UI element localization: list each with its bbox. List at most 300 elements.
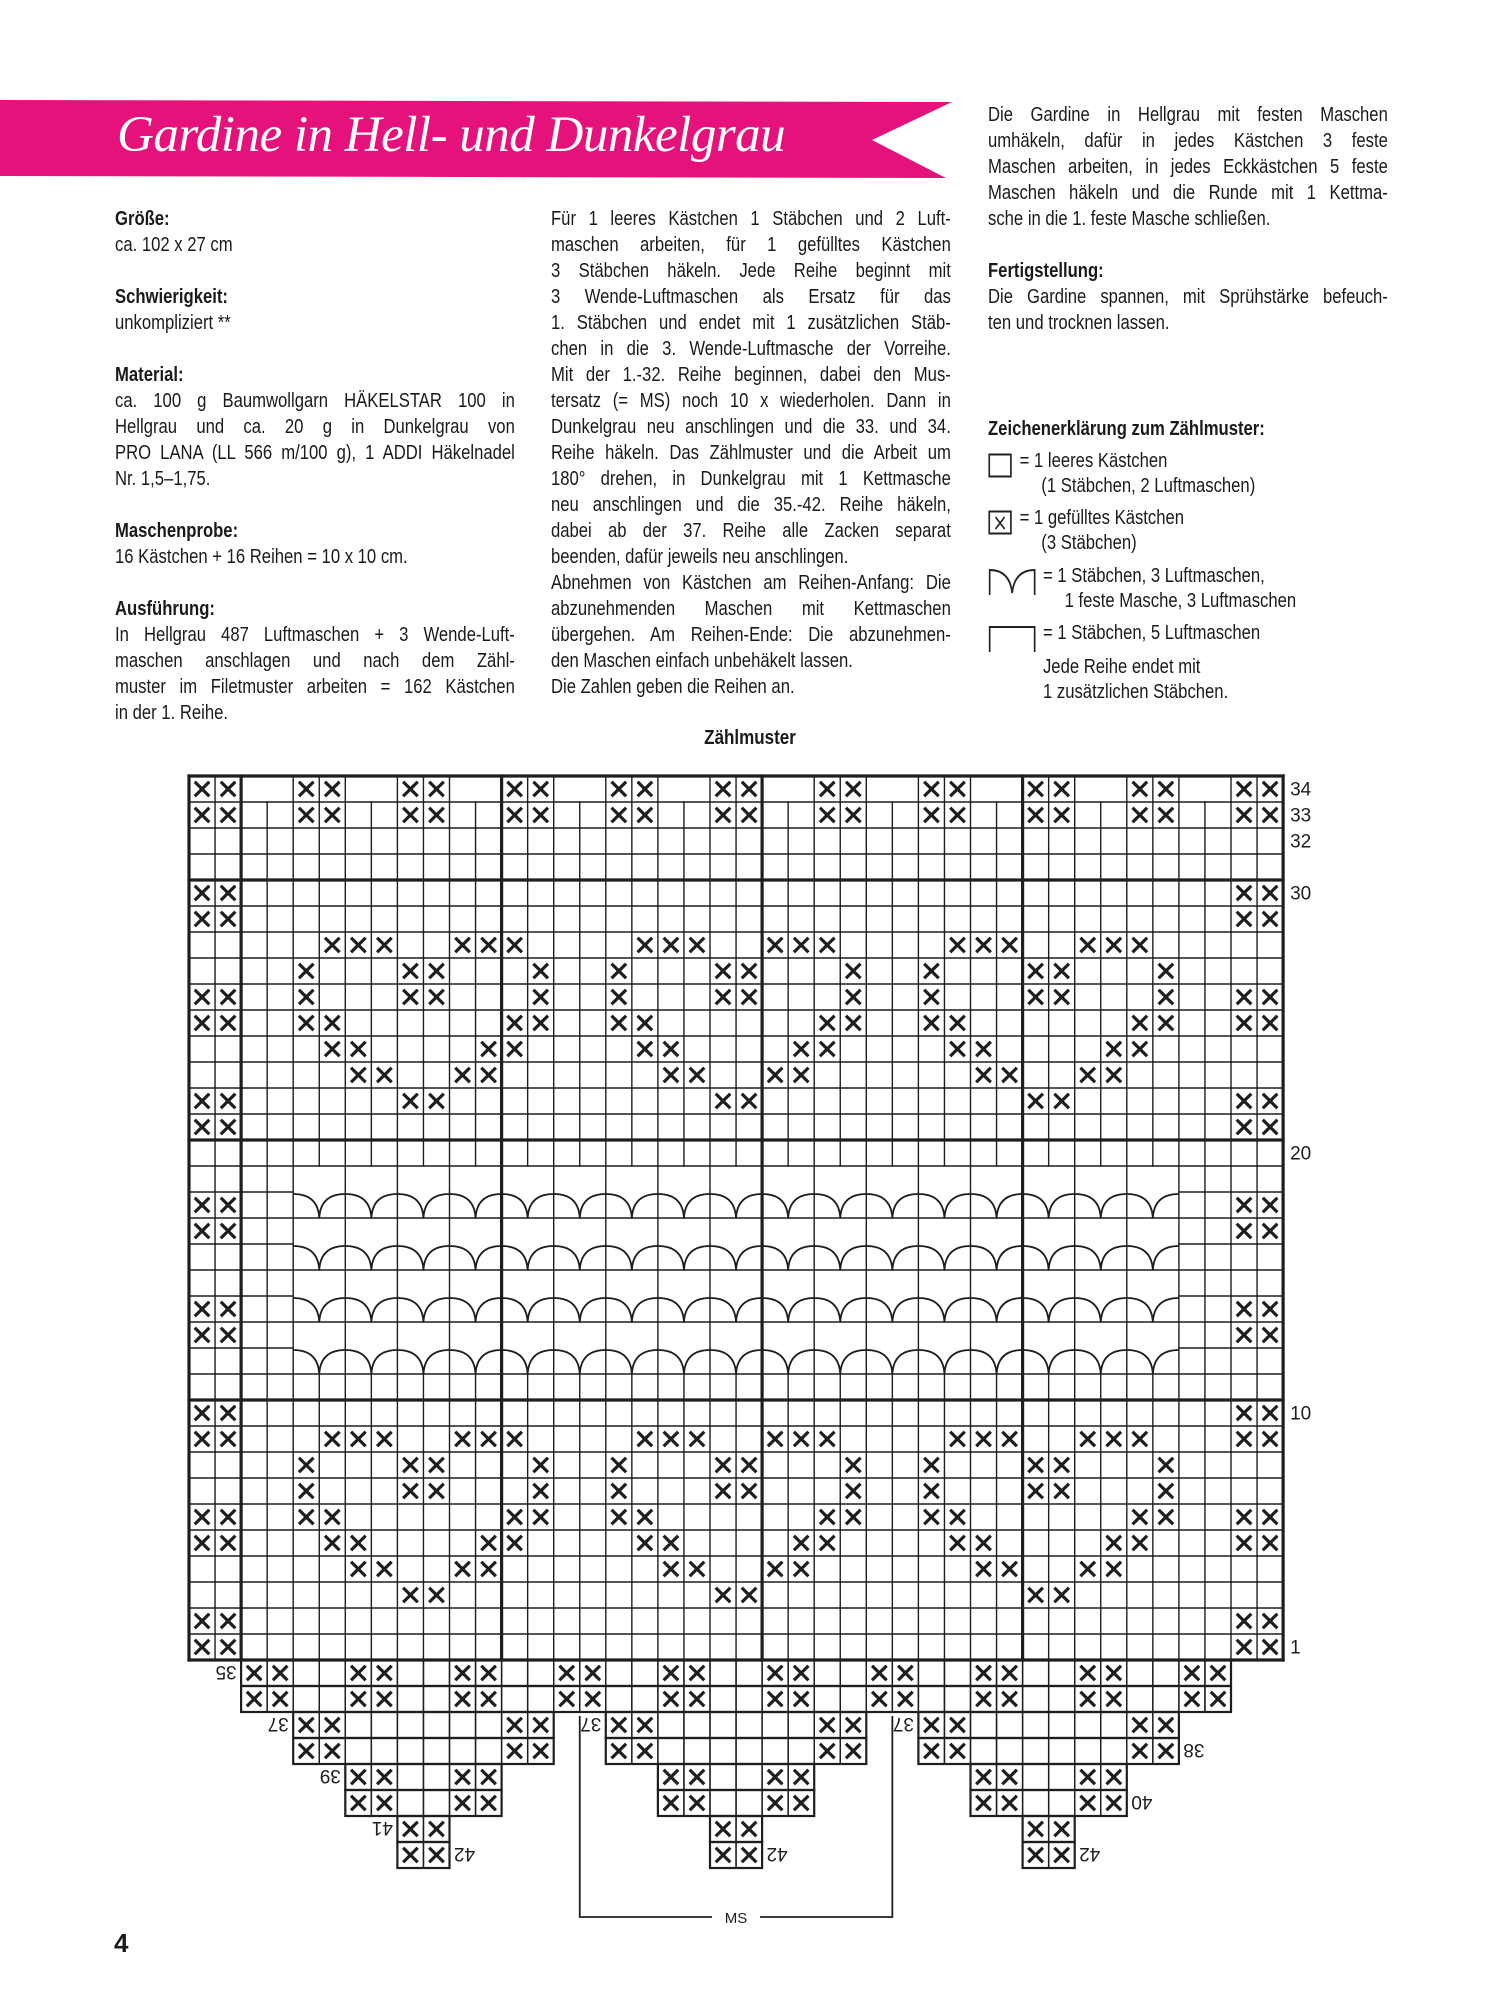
grid-cell [345, 1712, 371, 1738]
cross-mark [195, 1224, 210, 1239]
filled-box [403, 1822, 418, 1837]
filled-box [1263, 1302, 1278, 1317]
cross-mark [612, 1484, 627, 1499]
filled-box [846, 782, 861, 797]
loop-mark [658, 1350, 710, 1374]
filled-box [1133, 1042, 1148, 1057]
filled-box [1159, 990, 1174, 1005]
filled-box [794, 1536, 809, 1551]
loop-mark [450, 1298, 502, 1322]
filled-box [1106, 1536, 1121, 1551]
cross-mark [1237, 808, 1252, 823]
filled-box [820, 1718, 835, 1733]
filled-box [742, 1848, 757, 1863]
filled-box [351, 1770, 366, 1785]
filled-box [924, 782, 939, 797]
filled-box [716, 782, 731, 797]
filled-box [429, 1094, 444, 1109]
cross-mark [299, 1744, 314, 1759]
legend-note-line: Jede Reihe endet mit [1042, 656, 1201, 678]
cross-mark [1263, 1302, 1278, 1317]
filled-box [794, 938, 809, 953]
filled-box [1106, 1432, 1121, 1447]
cross-mark [247, 1692, 262, 1707]
loop-mark [554, 1246, 606, 1270]
cross-mark [794, 1068, 809, 1083]
filled-box [742, 782, 757, 797]
loop-mark [1075, 1350, 1127, 1374]
loop-mark [710, 1298, 762, 1322]
loop-mark [658, 1246, 710, 1270]
text-line: Die Gardine in Hellgrau mit festen Maschen [988, 104, 1388, 126]
filled-box [221, 808, 236, 823]
cross-mark [1028, 1484, 1043, 1499]
filled-box [612, 782, 627, 797]
filled-box [1159, 782, 1174, 797]
filled-box [846, 1484, 861, 1499]
text-line: maschen anschlagen und nach dem Zähl- [115, 650, 515, 672]
loop-mark [450, 1194, 502, 1218]
cross-mark [1159, 1744, 1174, 1759]
loop-mark [918, 1194, 970, 1218]
cross-mark [1028, 1588, 1043, 1603]
cross-mark [1237, 1328, 1252, 1343]
cross-mark [1237, 1510, 1252, 1525]
cross-mark [221, 1406, 236, 1421]
grid-cell [814, 1686, 840, 1712]
cross-mark [1237, 1224, 1252, 1239]
filled-box [846, 1016, 861, 1031]
filled-box [1002, 1432, 1017, 1447]
cross-mark [1263, 1614, 1278, 1629]
filled-box [1159, 964, 1174, 979]
filled-box [846, 1458, 861, 1473]
cross-mark [221, 990, 236, 1005]
cross-mark [716, 1484, 731, 1499]
grid-cell [1049, 1660, 1075, 1686]
cross-mark [1263, 886, 1278, 901]
cross-mark [846, 1744, 861, 1759]
grid-cell [710, 1790, 736, 1816]
filled-box [299, 1744, 314, 1759]
filled-box [351, 1432, 366, 1447]
cross-mark [1159, 964, 1174, 979]
text-line: den Maschen einfach unbehäkelt lassen. [551, 650, 853, 672]
grid-cell [1127, 1686, 1153, 1712]
cross-mark [351, 1666, 366, 1681]
cross-mark [612, 964, 627, 979]
cross-mark [950, 1718, 965, 1733]
filled-box [898, 1692, 913, 1707]
cross-mark [1002, 1666, 1017, 1681]
filled-box [768, 1562, 783, 1577]
cross-mark [507, 1042, 522, 1057]
cross-mark [299, 1484, 314, 1499]
cross-mark [742, 782, 757, 797]
cross-mark [976, 1562, 991, 1577]
cross-mark [195, 1094, 210, 1109]
filled-box [429, 964, 444, 979]
filled-box [1106, 938, 1121, 953]
filled-box [1237, 1302, 1252, 1317]
loop-mark [606, 1298, 658, 1322]
filled-box [820, 808, 835, 823]
filled-box [1054, 782, 1069, 797]
cross-mark [481, 1042, 496, 1057]
cross-mark [481, 1536, 496, 1551]
text-line: maschen arbeiten, für 1 gefülltes Kästchen [551, 234, 951, 256]
cross-mark [507, 1744, 522, 1759]
cross-mark [1080, 1796, 1095, 1811]
filled-box [221, 1198, 236, 1213]
filled-box [1054, 808, 1069, 823]
filled-box [507, 1432, 522, 1447]
filled-box [1237, 1016, 1252, 1031]
cross-mark [507, 782, 522, 797]
loop-mark [293, 1350, 345, 1374]
cross-mark [1133, 938, 1148, 953]
loop-mark [971, 1350, 1023, 1374]
filled-box [377, 1666, 392, 1681]
cross-mark [1106, 1042, 1121, 1057]
cross-mark [1133, 1016, 1148, 1031]
cross-mark [455, 1068, 470, 1083]
filled-box [690, 1666, 705, 1681]
filled-box [1080, 1562, 1095, 1577]
grid-cell [502, 1660, 528, 1686]
cross-mark [846, 782, 861, 797]
filled-box [299, 1458, 314, 1473]
cross-mark [1054, 1094, 1069, 1109]
grid-cell [1101, 1738, 1127, 1764]
legend-label: = 1 gefülltes Kästchen [1019, 507, 1185, 529]
filled-box [221, 1640, 236, 1655]
filled-box [1263, 1120, 1278, 1135]
filled-box [273, 1666, 288, 1681]
filled-box [455, 1432, 470, 1447]
filled-box [195, 912, 210, 927]
cross-mark [403, 782, 418, 797]
grid-cell [736, 1712, 762, 1738]
cross-mark [638, 808, 653, 823]
filled-box [638, 1042, 653, 1057]
legend-sublabel: 1 feste Masche, 3 Luftmaschen [1064, 590, 1297, 612]
filled-box [403, 1848, 418, 1863]
loop-mark [397, 1350, 449, 1374]
loop-mark [345, 1246, 397, 1270]
filled-box [533, 1016, 548, 1031]
cross-mark [507, 1510, 522, 1525]
filled-box [195, 1328, 210, 1343]
cross-mark [481, 1562, 496, 1577]
cross-mark [898, 1666, 913, 1681]
filled-box [533, 1484, 548, 1499]
grid-cell [293, 1660, 319, 1686]
filled-box [455, 1666, 470, 1681]
cross-mark [559, 1666, 574, 1681]
cross-mark [1106, 1666, 1121, 1681]
cross-mark [195, 912, 210, 927]
loop-mark [554, 1350, 606, 1374]
loop-mark [606, 1194, 658, 1218]
filled-box [742, 1588, 757, 1603]
cross-mark [195, 1198, 210, 1213]
cross-mark [820, 1536, 835, 1551]
grid-cell [658, 1738, 684, 1764]
cross-mark [1028, 1458, 1043, 1473]
filled-box [481, 1432, 496, 1447]
row-label-inverted: 37 [892, 1713, 914, 1734]
cross-mark [1211, 1666, 1226, 1681]
filled-box [1133, 1744, 1148, 1759]
filled-box [1106, 1770, 1121, 1785]
filled-box [1106, 1666, 1121, 1681]
filled-box [1237, 1406, 1252, 1421]
cross-mark [1028, 1094, 1043, 1109]
filled-box [1106, 1042, 1121, 1057]
cross-mark [768, 1692, 783, 1707]
filled-box [1080, 1796, 1095, 1811]
cross-mark [403, 1822, 418, 1837]
cross-mark [612, 1510, 627, 1525]
grid-cell [1153, 1686, 1179, 1712]
filled-box [559, 1666, 574, 1681]
cross-mark [1080, 1068, 1095, 1083]
loop-mark [814, 1246, 866, 1270]
cross-mark [403, 1094, 418, 1109]
cross-mark [1133, 1718, 1148, 1733]
filled-box [481, 1796, 496, 1811]
filled-box [429, 1848, 444, 1863]
cross-mark [299, 1510, 314, 1525]
cross-mark [403, 1588, 418, 1603]
loop-mark [866, 1298, 918, 1322]
cross-mark [1106, 1562, 1121, 1577]
filled-box [976, 1770, 991, 1785]
cross-mark [612, 1718, 627, 1733]
cross-mark [742, 1588, 757, 1603]
cross-mark [1028, 1822, 1043, 1837]
cross-mark [507, 1536, 522, 1551]
cross-mark [768, 938, 783, 953]
cross-mark [533, 1718, 548, 1733]
filled-box [195, 1536, 210, 1551]
filled-box [455, 1068, 470, 1083]
cross-mark [924, 1458, 939, 1473]
cross-mark [1133, 782, 1148, 797]
cross-mark [533, 1016, 548, 1031]
filled-box [507, 1510, 522, 1525]
filled-box [794, 1432, 809, 1447]
filled-box [976, 1536, 991, 1551]
filled-box [299, 1484, 314, 1499]
cross-mark [794, 938, 809, 953]
grid-cell [736, 1738, 762, 1764]
cross-mark [950, 1432, 965, 1447]
filled-box [664, 1042, 679, 1057]
filled-box [1028, 964, 1043, 979]
filled-box [846, 964, 861, 979]
cross-mark [403, 990, 418, 1005]
cross-mark [1054, 1458, 1069, 1473]
grid-cell [606, 1686, 632, 1712]
filled-box [1106, 1692, 1121, 1707]
loop-mark [658, 1298, 710, 1322]
filled-box [690, 1770, 705, 1785]
loop-mark [918, 1246, 970, 1270]
text-line: unkompliziert ** [115, 312, 231, 334]
text-line: beenden, dafür jeweils neu anschlingen. [551, 546, 849, 568]
cross-mark [924, 990, 939, 1005]
filled-box [820, 1042, 835, 1057]
cross-mark [638, 1042, 653, 1057]
cross-mark [377, 1068, 392, 1083]
cross-mark [1080, 1692, 1095, 1707]
cross-mark [638, 1718, 653, 1733]
cross-mark [325, 1536, 340, 1551]
cross-mark [533, 808, 548, 823]
loop-mark [554, 1298, 606, 1322]
loop-mark [1023, 1298, 1075, 1322]
filled-box [1263, 1224, 1278, 1239]
cross-mark [429, 990, 444, 1005]
filled-box [455, 938, 470, 953]
loop-mark [397, 1194, 449, 1218]
loop-mark [1127, 1298, 1179, 1322]
cross-mark [585, 1666, 600, 1681]
grid-cell [736, 1660, 762, 1686]
grid-cell [476, 1712, 502, 1738]
filled-box [1028, 1588, 1043, 1603]
cross-mark [612, 990, 627, 1005]
filled-box [403, 1588, 418, 1603]
cross-mark [1133, 1744, 1148, 1759]
cross-mark [1237, 1094, 1252, 1109]
loop-mark [606, 1246, 658, 1270]
cross-mark [794, 1796, 809, 1811]
cross-mark [664, 1432, 679, 1447]
cross-mark [794, 1666, 809, 1681]
cross-mark [507, 1718, 522, 1733]
filled-box [1054, 1848, 1069, 1863]
cross-mark [950, 1744, 965, 1759]
grid-cell [423, 1764, 449, 1790]
filled-box [924, 964, 939, 979]
grid-cell [997, 1738, 1023, 1764]
cross-mark [612, 808, 627, 823]
cross-mark [820, 808, 835, 823]
cross-mark [742, 1458, 757, 1473]
filled-box [1263, 1406, 1278, 1421]
grid-cell [632, 1660, 658, 1686]
grid-cell [371, 1738, 397, 1764]
filled-box [1263, 782, 1278, 797]
filled-box [221, 1094, 236, 1109]
filled-box [533, 782, 548, 797]
cross-mark [976, 1536, 991, 1551]
cross-mark [429, 1822, 444, 1837]
grid-cell [814, 1660, 840, 1686]
cross-mark [612, 1458, 627, 1473]
cross-mark [742, 808, 757, 823]
cross-mark [1185, 1666, 1200, 1681]
filled-box [742, 990, 757, 1005]
cross-mark [325, 1432, 340, 1447]
cross-mark [377, 1692, 392, 1707]
filled-box [1002, 1068, 1017, 1083]
grid-cell [397, 1686, 423, 1712]
cross-mark [846, 1016, 861, 1031]
cross-mark [221, 1016, 236, 1031]
filled-box [898, 1666, 913, 1681]
cross-mark [299, 1718, 314, 1733]
cross-mark [794, 1770, 809, 1785]
cross-mark [924, 1744, 939, 1759]
filled-box [924, 808, 939, 823]
filled-box [195, 1432, 210, 1447]
grid-cell [840, 1660, 866, 1686]
text-line: Reihe häkeln. Das Zählmuster und die Arbeit um [551, 442, 951, 464]
cross-mark [455, 938, 470, 953]
filled-box [1159, 1016, 1174, 1031]
legend-sublabel: (3 Stäbchen) [1041, 532, 1137, 554]
cross-mark [1159, 1016, 1174, 1031]
cross-mark [351, 1536, 366, 1551]
filled-box [481, 938, 496, 953]
filled-box [455, 1692, 470, 1707]
cross-mark [1054, 964, 1069, 979]
loop-mark [762, 1298, 814, 1322]
grid-cell [918, 1660, 944, 1686]
cross-mark [1054, 1822, 1069, 1837]
filled-box [1237, 1094, 1252, 1109]
filled-box [1028, 1458, 1043, 1473]
cross-mark [820, 1016, 835, 1031]
cross-mark [742, 1822, 757, 1837]
cross-mark [976, 938, 991, 953]
filled-box [195, 886, 210, 901]
filled-box [950, 808, 965, 823]
cross-mark [195, 808, 210, 823]
cross-mark [195, 990, 210, 1005]
grid-cell [371, 1712, 397, 1738]
cross-mark [1133, 808, 1148, 823]
grid-cell [293, 1686, 319, 1712]
filled-box [716, 1588, 731, 1603]
row-label-inverted: 37 [267, 1713, 289, 1734]
cross-mark [377, 1562, 392, 1577]
filled-box [429, 1588, 444, 1603]
cross-mark [820, 1744, 835, 1759]
loop-mark [814, 1350, 866, 1374]
cross-mark [794, 1536, 809, 1551]
filled-box [1211, 1692, 1226, 1707]
cross-mark [716, 1588, 731, 1603]
filled-box [950, 1744, 965, 1759]
filled-box [1237, 1198, 1252, 1213]
filled-box [221, 912, 236, 927]
filled-box [1054, 1822, 1069, 1837]
filled-box [351, 1692, 366, 1707]
filled-box [351, 1666, 366, 1681]
filled-box [221, 1224, 236, 1239]
filled-box [846, 1718, 861, 1733]
filled-box [716, 1458, 731, 1473]
cross-mark [481, 1796, 496, 1811]
cross-mark [1237, 1432, 1252, 1447]
cross-mark [273, 1692, 288, 1707]
cross-mark [768, 1796, 783, 1811]
